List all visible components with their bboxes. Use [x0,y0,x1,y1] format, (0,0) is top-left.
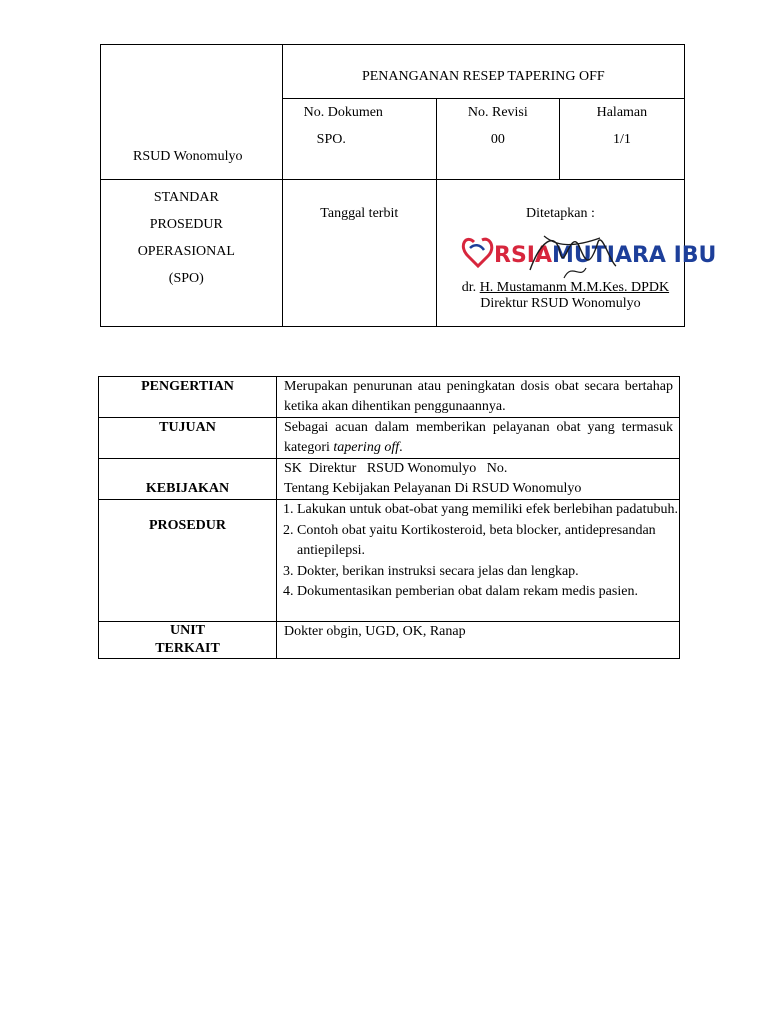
table-row [99,418,680,459]
signer-name: H. Mustamanm M.M.Kes. DPDK [479,280,670,295]
unit-label-line-1: UNIT [169,623,205,638]
halaman-value: 1/1 [612,132,631,147]
spo-line-1: STANDAR [153,190,219,205]
signer-title: Direktur RSUD Wonomulyo [480,296,641,311]
unit-value-cell [277,622,680,659]
tanggal-label: Tanggal terbit [320,206,399,221]
spo-line-2: PROSEDUR [149,217,223,232]
table-row [99,622,680,659]
halaman-label: Halaman [596,105,648,120]
signer-prefix: dr. [461,280,480,295]
tujuan-value-cell [277,418,680,459]
doc-title: PENANGANAN RESEP TAPERING OFF [361,68,605,84]
table-row [99,459,680,500]
no-revisi-value: 00 [490,132,505,147]
no-revisi-cell [436,99,559,180]
logo-text-name: MUTIARA IBU [552,243,717,268]
logo-text-rsia: RSIA [494,243,553,268]
prosedur-value-cell [277,500,680,622]
doc-title-cell [282,45,684,99]
kebijakan-line-1: SK Direktur RSUD Wonomulyo No. [284,461,508,476]
tanggal-cell [282,180,436,327]
table-row [99,500,680,622]
tujuan-italic-term: tapering off [333,440,400,455]
pengertian-text: Merupakan penurunan atau peningkatan dosis obat secara bertahap ketika akan dihentikan penggunaannya. [284,379,673,414]
spo-line-3: OPERASIONAL [137,244,235,259]
spo-cell [101,180,283,327]
list-item: 1. Lakukan untuk obat-obat yang memiliki efek berlebihan padatubuh. [283,502,678,517]
org-cell [101,45,283,180]
list-item: 4. Dokumentasikan pemberian obat dalam rekam medis pasien. [283,584,638,599]
list-item: 2. Contoh obat yaitu Kortikosteroid, beta blocker, antidepresandan antiepilepsi. [283,523,656,558]
logo-signature-graphic [460,222,717,284]
no-dokumen-label: No. Dokumen [303,105,383,120]
kebijakan-label: KEBIJAKAN [145,481,230,496]
unit-label-line-2: TERKAIT [155,641,220,656]
tujuan-text: Sebagai acuan dalam memberikan pelayanan obat yang termasuk kategori [284,420,673,455]
tujuan-text-end: . [399,440,403,455]
tujuan-label-cell [99,418,277,459]
kebijakan-label-cell [99,459,277,500]
hospital-logo [460,222,717,284]
pengesahan-cell [436,180,717,327]
spo-line-4: (SPO) [168,271,204,286]
no-dokumen-cell [282,99,436,180]
list-item: 3. Dokter, berikan instruksi secara jelas dan lengkap. [283,564,579,579]
spo-content-table [98,376,680,659]
kebijakan-line-2: Tentang Kebijakan Pelayanan Di RSUD Wonomulyo [284,481,582,496]
tujuan-label: TUJUAN [159,420,216,435]
table-row [99,377,680,418]
no-revisi-label: No. Revisi [467,105,528,120]
prosedur-label-cell [99,500,277,622]
unit-label-cell [99,622,277,659]
pengertian-label: PENGERTIAN [141,379,234,394]
pengertian-label-cell [99,377,277,418]
ditetapkan-label: Ditetapkan : [526,206,595,221]
no-dokumen-value: SPO. [316,132,346,147]
unit-text: Dokter obgin, UGD, OK, Ranap [284,624,466,639]
pengertian-value-cell [277,377,680,418]
halaman-cell [559,99,684,180]
prosedur-label: PROSEDUR [148,518,226,533]
document-header-table [100,44,717,327]
org-name: RSUD Wonomulyo [133,149,243,164]
prosedur-list [283,500,678,602]
kebijakan-value-cell [277,459,680,500]
